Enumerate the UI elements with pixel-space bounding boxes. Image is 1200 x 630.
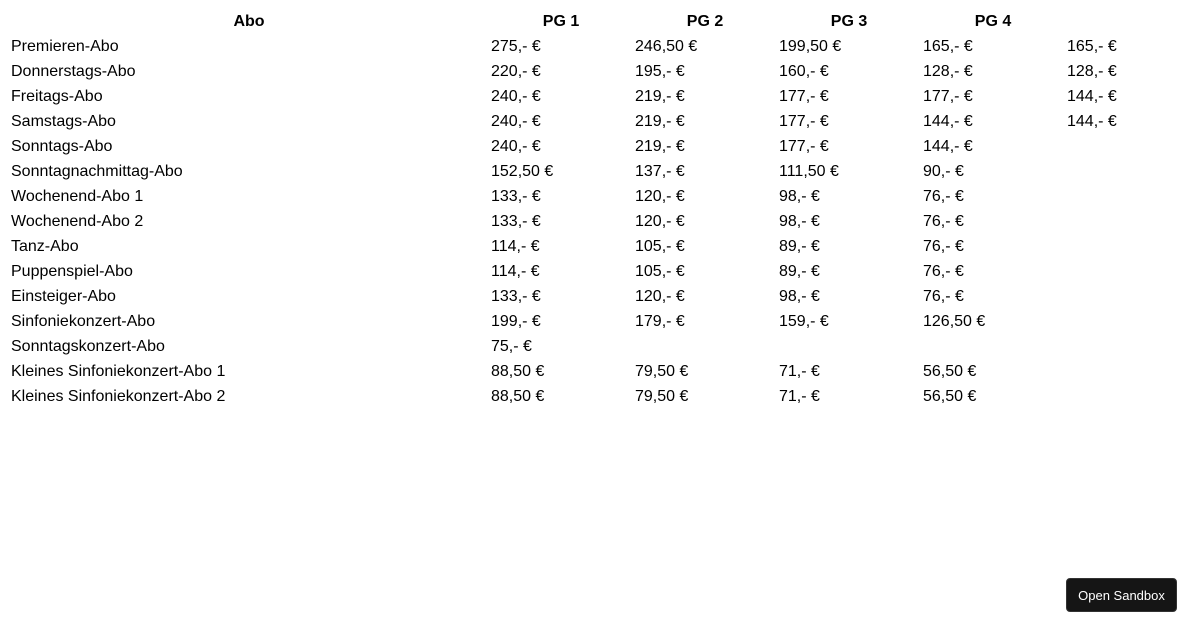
pg-4-price-cell: 76,- €: [923, 238, 964, 255]
table-row: [10, 335, 1158, 358]
pg-1-price-cell: 133,- €: [491, 213, 541, 230]
pg-3-price-cell: 98,- €: [779, 213, 820, 230]
header-pg-1: PG 1: [542, 13, 580, 30]
extra-price-cell: 165,- €: [1067, 38, 1117, 55]
header-extra: [1066, 10, 1158, 33]
table-body: [10, 35, 1158, 408]
extra-price-cell: [1066, 210, 1158, 233]
table-row: [10, 285, 1158, 308]
abo-name-cell: Wochenend-Abo 2: [11, 213, 144, 230]
pg-4-price-cell: 128,- €: [923, 63, 973, 80]
abo-name-cell: Sonntagskonzert-Abo: [11, 338, 165, 355]
extra-price-cell: [1066, 135, 1158, 158]
pg-2-price-cell: 120,- €: [635, 288, 685, 305]
header-pg-4: PG 4: [974, 13, 1012, 30]
abo-name-cell: Tanz-Abo: [11, 238, 79, 255]
pg-1-price-cell: 114,- €: [491, 263, 540, 280]
pg-2-price-cell: 179,- €: [635, 313, 685, 330]
header-abo: Abo: [233, 13, 265, 30]
table-row: [10, 185, 1158, 208]
abo-name-cell: Freitags-Abo: [11, 88, 103, 105]
table-row: [10, 235, 1158, 258]
pg-3-price-cell: 98,- €: [779, 188, 820, 205]
pg-1-price-cell: 88,50 €: [491, 388, 545, 405]
pg-3-price-cell: [778, 335, 920, 358]
pg-1-price-cell: 240,- €: [491, 88, 541, 105]
extra-price-cell: 128,- €: [1067, 63, 1117, 80]
pg-4-price-cell: 76,- €: [923, 188, 964, 205]
pg-1-price-cell: 240,- €: [491, 113, 541, 130]
pg-2-price-cell: 195,- €: [635, 63, 685, 80]
pg-2-price-cell: 79,50 €: [635, 363, 689, 380]
header-pg-3: PG 3: [830, 13, 868, 30]
pg-2-price-cell: 137,- €: [635, 163, 685, 180]
abo-name-cell: Donnerstags-Abo: [11, 63, 136, 80]
extra-price-cell: 144,- €: [1067, 88, 1117, 105]
pg-3-price-cell: 89,- €: [779, 238, 820, 255]
table-row: [10, 160, 1158, 183]
abo-name-cell: Puppenspiel-Abo: [11, 263, 133, 280]
table-row: [10, 85, 1158, 108]
pg-4-price-cell: 165,- €: [923, 38, 973, 55]
pg-3-price-cell: 199,50 €: [779, 38, 842, 55]
table-row: [10, 35, 1158, 58]
table-row: [10, 260, 1158, 283]
abo-name-cell: Sonntags-Abo: [11, 138, 113, 155]
abo-name-cell: Wochenend-Abo 1: [11, 188, 144, 205]
pg-4-price-cell: 144,- €: [923, 138, 973, 155]
pg-4-price-cell: 76,- €: [923, 288, 964, 305]
pg-3-price-cell: 177,- €: [779, 88, 829, 105]
table-row: [10, 110, 1158, 133]
pg-3-price-cell: 159,- €: [779, 313, 829, 330]
abo-name-cell: Premieren-Abo: [11, 38, 119, 55]
pg-4-price-cell: 56,50 €: [923, 363, 977, 380]
extra-price-cell: [1066, 310, 1158, 333]
extra-price-cell: [1066, 260, 1158, 283]
pg-3-price-cell: 71,- €: [779, 363, 820, 380]
table-row: [10, 210, 1158, 233]
pg-2-price-cell: 219,- €: [635, 138, 685, 155]
pg-4-price-cell: 177,- €: [923, 88, 973, 105]
extra-price-cell: [1066, 185, 1158, 208]
table-row: [10, 310, 1158, 333]
pg-3-price-cell: 89,- €: [779, 263, 820, 280]
pg-1-price-cell: 75,- €: [491, 338, 532, 355]
table-row: [10, 360, 1158, 383]
extra-price-cell: [1066, 385, 1158, 408]
pg-3-price-cell: 177,- €: [779, 113, 829, 130]
abo-name-cell: Samstags-Abo: [11, 113, 116, 130]
extra-price-cell: [1066, 360, 1158, 383]
pg-1-price-cell: 152,50 €: [491, 163, 554, 180]
table-header: [10, 10, 1158, 33]
extra-price-cell: 144,- €: [1067, 113, 1117, 130]
subscription-price-table: [8, 8, 1160, 410]
extra-price-cell: [1066, 235, 1158, 258]
pg-2-price-cell: 246,50 €: [635, 38, 698, 55]
extra-price-cell: [1066, 285, 1158, 308]
header-row: [10, 10, 1158, 33]
pg-2-price-cell: 105,- €: [635, 238, 685, 255]
pg-1-price-cell: 275,- €: [491, 38, 541, 55]
pg-1-price-cell: 199,- €: [491, 313, 541, 330]
header-pg-2: PG 2: [686, 13, 724, 30]
pg-2-price-cell: 219,- €: [635, 113, 685, 130]
pg-4-price-cell: 76,- €: [923, 263, 964, 280]
pg-1-price-cell: 114,- €: [491, 238, 540, 255]
table-row: [10, 385, 1158, 408]
pg-2-price-cell: 79,50 €: [635, 388, 689, 405]
pg-2-price-cell: 219,- €: [635, 88, 685, 105]
open-sandbox-button[interactable]: Open Sandbox: [1066, 578, 1177, 612]
abo-name-cell: Kleines Sinfoniekonzert-Abo 2: [11, 388, 226, 405]
pg-2-price-cell: [634, 335, 776, 358]
pg-3-price-cell: 71,- €: [779, 388, 820, 405]
pg-2-price-cell: 120,- €: [635, 188, 685, 205]
pg-3-price-cell: 160,- €: [779, 63, 829, 80]
pg-4-price-cell: 126,50 €: [923, 313, 986, 330]
pg-2-price-cell: 120,- €: [635, 213, 685, 230]
abo-name-cell: Einsteiger-Abo: [11, 288, 116, 305]
table-row: [10, 60, 1158, 83]
pg-1-price-cell: 133,- €: [491, 288, 541, 305]
pg-1-price-cell: 88,50 €: [491, 363, 545, 380]
pg-2-price-cell: 105,- €: [635, 263, 685, 280]
extra-price-cell: [1066, 335, 1158, 358]
pg-1-price-cell: 240,- €: [491, 138, 541, 155]
table-row: [10, 135, 1158, 158]
abo-name-cell: Sonntagnachmittag-Abo: [11, 163, 183, 180]
abo-name-cell: Sinfoniekonzert-Abo: [11, 313, 156, 330]
pg-4-price-cell: [922, 335, 1064, 358]
pg-3-price-cell: 177,- €: [779, 138, 829, 155]
pg-1-price-cell: 220,- €: [491, 63, 541, 80]
abo-name-cell: Kleines Sinfoniekonzert-Abo 1: [11, 363, 226, 380]
pg-3-price-cell: 98,- €: [779, 288, 820, 305]
pg-1-price-cell: 133,- €: [491, 188, 541, 205]
pg-4-price-cell: 90,- €: [923, 163, 964, 180]
pg-4-price-cell: 76,- €: [923, 213, 964, 230]
pg-3-price-cell: 111,50 €: [779, 163, 839, 180]
pg-4-price-cell: 144,- €: [923, 113, 973, 130]
pg-4-price-cell: 56,50 €: [923, 388, 977, 405]
extra-price-cell: [1066, 160, 1158, 183]
